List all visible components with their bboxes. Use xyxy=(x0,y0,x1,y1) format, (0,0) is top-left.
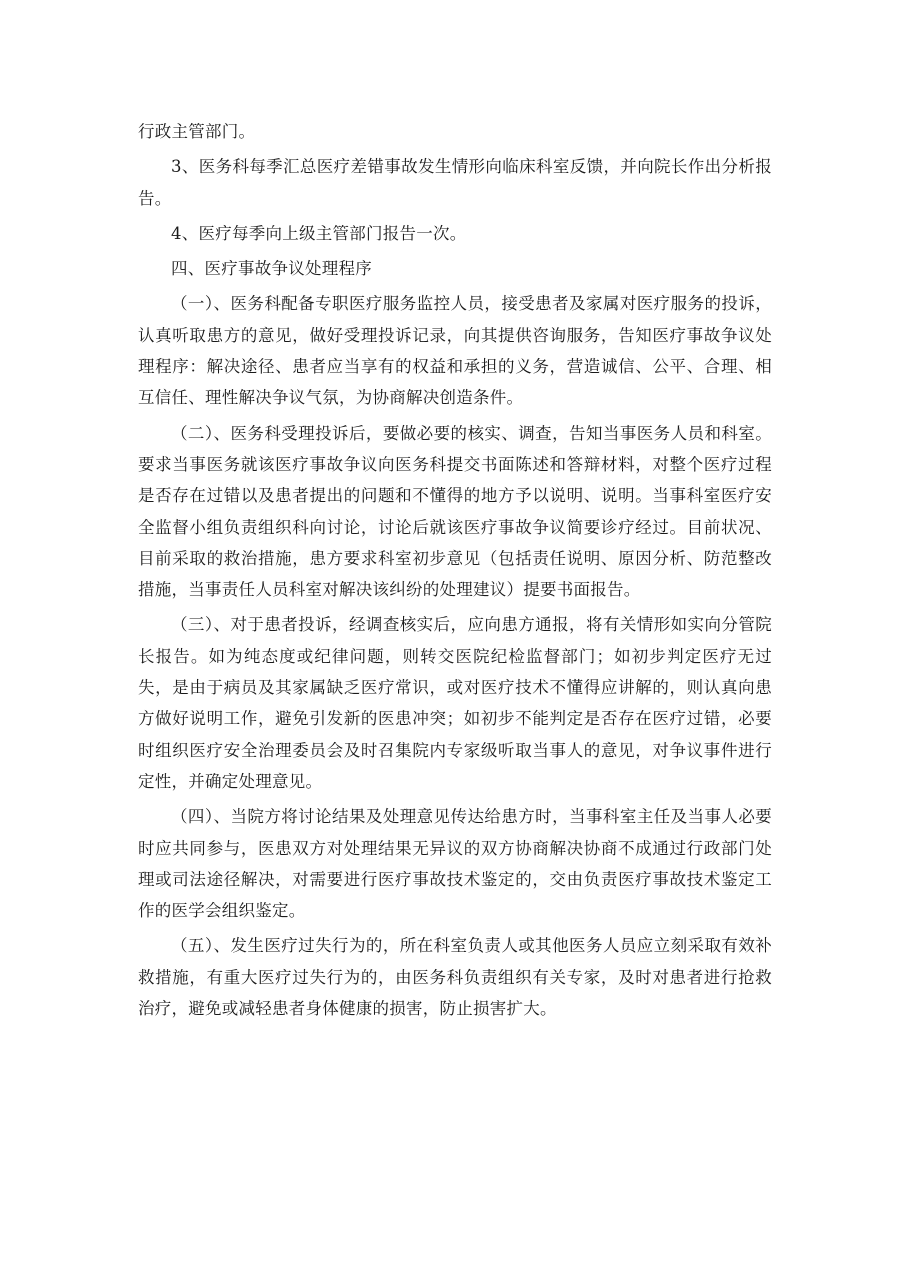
paragraph-item-3: 3、医务科每季汇总医疗差错事故发生情形向临床科室反馈，并向院长作出分析报告。 xyxy=(138,157,772,208)
paragraph-subsection-4: （四）、当院方将讨论结果及处理意见传达给患方时，当事科室主任及当事人必要时应共同参与，医患双方对处理结果无异议的双方协商解决协商不成通过行政部门处理或司法途径解决，对需要进行医疗事故技术鉴定的，交由负责医疗事故技术鉴定工作的医学会组织鉴定。 xyxy=(138,807,772,921)
paragraph-subsection-2: （二）、医务科受理投诉后，要做必要的核实、调查，告知当事医务人员和科室。要求当事医务就该医疗事故争议向医务科提交书面陈述和答辩材料，对整个医疗过程是否存在过错以及患者提出的问题和不懂得的地方予以说明、说明。当事科室医疗安全监督小组负责组织科向讨论，讨论后就该医疗事故争议简要诊疗经过。目前状况、目前采取的救治措施，患方要求科室初步意见（包括责任说明、原因分析、防范整改措施，当事责任人员科室对解决该纠纷的处理建议）提要书面报告。 xyxy=(138,423,772,600)
paragraph-subsection-3: （三）、对于患者投诉，经调查核实后，应向患方通报，将有关情形如实向分管院长报告。如为纯态度或纪律问题，则转交医院纪检监督部门；如初步判定医疗无过失，是由于病员及其家属缺乏医疗常识，或对医疗技术不懂得应讲解的，则认真向患方做好说明工作，避免引发新的医患冲突；如初步不能判定是否存在医疗过错，必要时组织医疗安全治理委员会及时召集院内专家级听取当事人的意见，对争议事件进行定性，并确定处理意见。 xyxy=(138,615,772,791)
document-body xyxy=(138,116,772,1024)
paragraph-continuation: 行政主管部门。 xyxy=(138,122,256,141)
paragraph-subsection-5: （五）、发生医疗过失行为的，所在科室负责人或其他医务人员应立刻采取有效补救措施，有重大医疗过失行为的，由医务科负责组织有关专家，及时对患者进行抢救治疗，避免或减轻患者身体健康的损害，防止损害扩大。 xyxy=(138,936,772,1019)
paragraph-item-4: 4、医疗每季向上级主管部门报告一次。 xyxy=(171,223,467,243)
paragraph-subsection-1: （一）、医务科配备专职医疗服务监控人员，接受患者及家属对医疗服务的投诉，认真听取患方的意见，做好受理投诉记录，向其提供咨询服务，告知医疗事故争议处理程序：解决途径、患者应当享有的权益和承担的义务，营造诚信、公平、合理、相互信任、理性解决争议气氛，为协商解决创造条件。 xyxy=(138,294,772,408)
section-heading: 四、医疗事故争议处理程序 xyxy=(171,259,372,279)
